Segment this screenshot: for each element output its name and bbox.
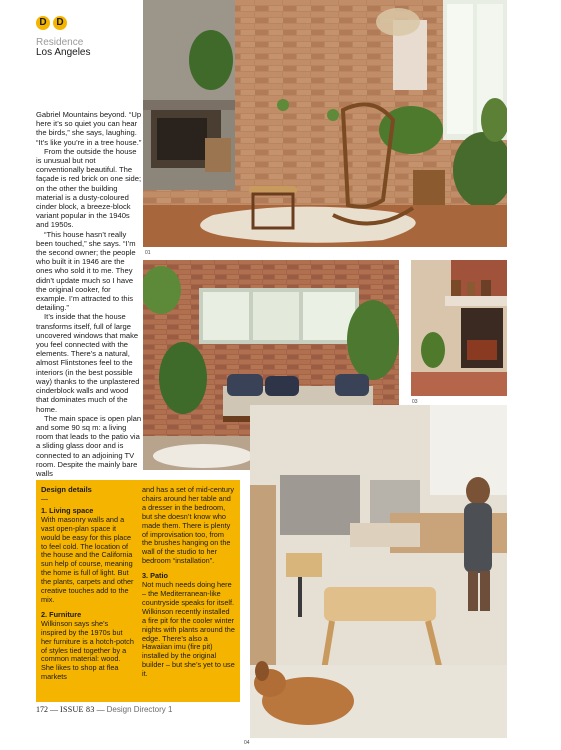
directory-label: Design Directory 1: [106, 705, 173, 714]
page-number: 172: [36, 705, 48, 714]
photo-fireplace: [411, 260, 507, 396]
body-paragraph: From the outside the house is unusual but not conventionally beautiful. The façade is red brick on one side; on the other the building material is a dusty-coloured cinder block, a breeze-block variant popular in the 1940s and 1950s.: [36, 146, 142, 230]
section-label: Residence: [36, 37, 84, 48]
details-text: With masonry walls and a vast open-plan space it would be easy for this place to feel cold. The location of the house and the California sun help of course, meaning the home is full of light. But the plants, carpets and other creative touches add to the mix.: [41, 514, 134, 604]
article-body: [36, 110, 142, 478]
details-text: Wilkinson says she’s inspired by the 1970s but her furniture is a hotch-potch of styles tied together by a common material: wood. She likes to shop at flea markets: [41, 618, 134, 682]
body-paragraph: Gabriel Mountains beyond. “Up here it’s so quiet you can hear the birds,” she says, laughing. “It’s like you’re in a tree house.”: [36, 110, 142, 147]
photo-caption-number: 01: [145, 250, 151, 256]
body-paragraph: It’s inside that the house transforms itself, full of large uncovered windows that make you feel connected with the elements. There’s a natural, almost Flintstones feel to the interiors (in the best possible way) thanks to the unplastered cinderblock walls and wood that dominates much of the home.: [36, 312, 140, 414]
details-heading: 3. Patio: [142, 571, 168, 581]
footer-separator: —: [96, 705, 105, 714]
issue-label: ISSUE 83: [60, 705, 95, 714]
photo-studio: [250, 405, 507, 738]
details-title: Design details: [41, 485, 92, 494]
living-room-illustration: [143, 0, 507, 247]
body-paragraph: The main space is open plan and some 90 sq m: a living room that leads to the patio via a sliding glass door and is connected to an adjoining TV room. Despite the mainly bare walls: [36, 413, 142, 478]
footer-separator: —: [50, 705, 58, 714]
magazine-logo: [36, 16, 67, 30]
details-column: [41, 486, 134, 696]
details-dash: —: [41, 495, 48, 503]
fireplace-illustration: [411, 260, 507, 396]
logo-letter: D: [53, 16, 67, 30]
city-label: Los Angeles: [36, 47, 91, 58]
studio-illustration: [250, 405, 507, 738]
details-text: Not much needs doing here – the Mediterranean-like countryside speaks for itself. Wilkinson recently installed a fire pit for the cooler winter nights with plants around the edge. There’s also a Hawaiian imu (fire pit) installed by the original builder – but she’s yet to use it.: [142, 580, 235, 679]
details-column: [142, 486, 235, 696]
logo-letter: D: [36, 16, 50, 30]
photo-living-room: [143, 0, 507, 247]
photo-caption-number: 03: [412, 399, 418, 405]
photo-caption-number: 04: [244, 740, 250, 746]
design-details-box: [36, 480, 240, 702]
page-footer: [36, 705, 172, 714]
details-text: and has a set of mid-century chairs around her table and a dresser in the bedroom, but she doesn’t know who made them. There is plenty of improvisation too, from the brushes hanging on the wall of the studio to her bedroom “installation”.: [142, 485, 235, 566]
details-heading: 2. Furniture: [41, 609, 82, 619]
details-heading: 1. Living space: [41, 505, 94, 515]
body-paragraph: “This house hasn’t really been touched,” she says. “I’m the second owner; the people who built it in 1946 are the ones who sold it to me. They didn’t update much so I have the original cooker, for example. I’m attracted to this detailing.”: [36, 229, 136, 313]
